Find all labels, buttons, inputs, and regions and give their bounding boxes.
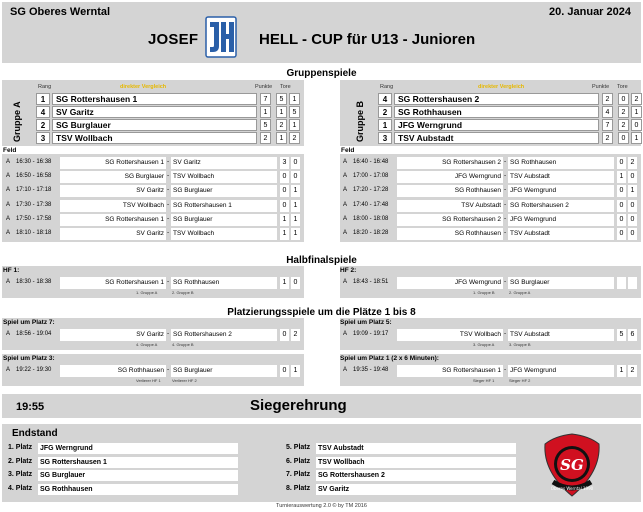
place-label: 4. Platz	[8, 484, 33, 492]
match-row	[4, 157, 304, 169]
time-cell: 16:50 - 16:58	[16, 173, 52, 180]
away-team: SG Rottershausen 1	[171, 200, 277, 212]
home-team: SG Rottershausen 2	[397, 157, 503, 169]
points-cell: 4	[602, 106, 613, 118]
goals-against-cell: 2	[289, 132, 300, 144]
table-row	[378, 93, 643, 105]
rank-cell: 1	[378, 119, 392, 131]
field-cell: A	[343, 215, 348, 222]
dash-separator: -	[167, 186, 170, 194]
away-team: JFG Werngrund	[508, 185, 614, 197]
rank-cell: 4	[378, 93, 392, 105]
home-team: TSV Aubstadt	[397, 200, 503, 212]
dash-separator: -	[167, 200, 170, 208]
match-row	[341, 365, 641, 377]
col-direct-b: direkter Vergleich	[478, 84, 525, 90]
match-row	[4, 329, 304, 341]
col-rank: Rang	[38, 84, 52, 90]
goals-for-cell: 2	[276, 119, 287, 131]
match-row	[4, 277, 304, 289]
home-score: 0	[617, 214, 626, 226]
dash-separator: -	[504, 200, 507, 208]
field-cell: A	[6, 215, 11, 222]
seed-away: 2. Gruppe B	[172, 290, 194, 295]
rank-cell: 3	[378, 132, 392, 144]
table-row	[378, 119, 643, 131]
time-cell: 17:00 - 17:08	[353, 173, 389, 180]
away-team: SG Rothhausen	[508, 157, 614, 169]
home-score: 0	[280, 200, 289, 212]
home-score: 0	[617, 157, 626, 169]
home-team: SG Rottershausen 2	[397, 214, 503, 226]
points-cell: 5	[260, 119, 271, 131]
placements-title: Platzierungsspiele um die Plätze 1 bis 8	[227, 307, 416, 318]
away-team: SG Rothhausen	[171, 277, 277, 289]
points-cell: 7	[602, 119, 613, 131]
standing-row	[8, 484, 248, 495]
home-score: 1	[280, 214, 289, 226]
rank-cell: 4	[36, 106, 50, 118]
field-cell: A	[6, 230, 11, 236]
time-cell: 18:43 - 18:51	[353, 279, 389, 285]
seed-home: 1. Gruppe B	[473, 290, 495, 295]
away-team: SG Rottershausen 2	[508, 200, 614, 212]
away-team: TSV Wollbach	[171, 171, 277, 183]
match-row	[341, 171, 641, 183]
table-row	[378, 132, 643, 144]
home-score: 3	[280, 157, 289, 169]
points-cell: 7	[260, 93, 271, 105]
home-team: SG Rothhausen	[397, 185, 503, 197]
dash-separator: -	[167, 366, 170, 373]
dash-separator: -	[167, 278, 170, 285]
group-b-label: Gruppe B	[355, 100, 365, 142]
match-row	[341, 329, 641, 341]
standings-title: Endstand	[12, 428, 58, 439]
seed-away: 3. Gruppe B	[509, 342, 531, 347]
home-score: 0	[280, 185, 289, 197]
dash-separator: -	[504, 366, 507, 373]
time-cell: 17:50 - 17:58	[16, 215, 52, 222]
rank-cell: 1	[36, 93, 50, 105]
goals-against-cell: 2	[631, 93, 642, 105]
away-score: 0	[628, 200, 637, 212]
match-row	[4, 200, 304, 212]
placement-label: Spiel um Platz 7:	[3, 319, 55, 326]
field-cell: A	[6, 187, 11, 194]
time-cell: 17:30 - 17:38	[16, 201, 52, 208]
match-row	[4, 171, 304, 183]
place-label: 2. Platz	[8, 457, 33, 465]
home-team: TSV Wollbach	[60, 200, 166, 212]
time-cell: 19:35 - 19:48	[353, 367, 389, 373]
place-label: 6. Platz	[286, 457, 311, 465]
home-team: SV Garitz	[60, 329, 166, 341]
team-cell: JFG Werngrund	[394, 119, 599, 131]
home-score: 0	[617, 200, 626, 212]
dash-separator: -	[504, 278, 507, 285]
dash-separator: -	[504, 214, 507, 222]
away-score: 0	[291, 171, 300, 183]
dash-separator: -	[167, 214, 170, 222]
goals-for-cell: 1	[276, 106, 287, 118]
feld-label: Feld	[3, 147, 17, 154]
away-team: SG Burglauer	[508, 277, 614, 289]
seed-home: Verlierer HF 1	[136, 378, 161, 383]
place-label: 3. Platz	[8, 471, 33, 478]
table-row	[378, 106, 643, 118]
seed-away: Sieger HF 2	[509, 378, 531, 383]
time-cell: 18:20 - 18:28	[353, 230, 389, 236]
ceremony-time: 19:55	[16, 401, 45, 413]
semi-label: HF 1:	[3, 267, 20, 274]
away-score: 1	[291, 200, 300, 212]
away-team: TSV Aubstadt	[508, 171, 614, 183]
away-score: 2	[628, 157, 637, 169]
tournament-date: 20. Januar 2024	[549, 6, 631, 18]
home-score: 5	[617, 329, 626, 341]
field-cell: A	[6, 159, 11, 165]
place-team: TSV Aubstadt	[316, 443, 516, 454]
goals-against-cell: 5	[289, 106, 300, 118]
time-cell: 19:09 - 19:17	[353, 331, 389, 337]
field-cell: A	[343, 173, 348, 180]
table-row	[36, 106, 301, 118]
table-row	[36, 93, 301, 105]
home-team: SG Burglauer	[60, 171, 166, 183]
dash-separator: -	[167, 158, 170, 165]
away-score: 0	[628, 214, 637, 226]
dash-separator: -	[167, 229, 170, 236]
field-cell: A	[6, 331, 11, 337]
team-cell: TSV Aubstadt	[394, 132, 599, 144]
field-cell: A	[343, 187, 348, 194]
home-team: JFG Werngrund	[397, 277, 503, 289]
field-cell: A	[6, 173, 11, 180]
match-row	[4, 228, 304, 240]
col-direct: direkter Vergleich	[120, 84, 167, 90]
field-cell: A	[6, 367, 11, 373]
home-score: 0	[280, 329, 289, 341]
home-score: 1	[280, 277, 289, 289]
seed-away: Verlierer HF 2	[172, 378, 197, 383]
field-cell: A	[343, 367, 348, 373]
time-cell: 16:30 - 16:38	[16, 159, 52, 165]
away-team: SG Burglauer	[171, 365, 277, 377]
title-right: HELL - CUP für U13 - Junioren	[259, 31, 476, 48]
match-row	[4, 185, 304, 197]
time-cell: 18:00 - 18:08	[353, 215, 389, 222]
field-cell: A	[6, 279, 11, 285]
place-label: 7. Platz	[286, 471, 311, 478]
goals-for-cell: 2	[618, 119, 629, 131]
match-row	[341, 157, 641, 169]
jh-logo-icon	[204, 16, 238, 58]
team-cell: SG Rottershausen 1	[52, 93, 257, 105]
time-cell: 18:30 - 18:38	[16, 279, 52, 285]
away-score: 2	[628, 365, 637, 377]
placement-label: Spiel um Platz 3:	[3, 355, 55, 362]
time-cell: 17:10 - 17:18	[16, 187, 52, 194]
dash-separator: -	[504, 172, 507, 180]
away-team: TSV Aubstadt	[508, 228, 614, 240]
rank-cell: 2	[36, 119, 50, 131]
away-score: 1	[291, 365, 300, 377]
home-team: SV Garitz	[60, 185, 166, 197]
match-row	[341, 214, 641, 226]
group-stage-title: Gruppenspiele	[286, 68, 357, 79]
dash-separator: -	[504, 330, 507, 337]
rank-cell: 2	[378, 106, 392, 118]
away-score: 1	[291, 185, 300, 197]
place-label: 1. Platz	[8, 444, 33, 451]
home-score: 0	[280, 171, 289, 183]
home-team: SG Rothhausen	[60, 365, 166, 377]
team-cell: SV Garitz	[52, 106, 257, 118]
place-team: TSV Wollbach	[316, 457, 516, 468]
away-score: 1	[628, 185, 637, 197]
seed-home: 4. Gruppe A	[136, 342, 158, 347]
standing-row	[8, 457, 248, 468]
standing-row	[286, 470, 526, 481]
col-points: Punkte	[255, 84, 273, 90]
place-team: SG Burglauer	[38, 470, 238, 481]
time-cell: 17:20 - 17:28	[353, 187, 389, 194]
home-score: 1	[617, 365, 626, 377]
home-score: 0	[617, 185, 626, 197]
place-team: SV Garitz	[316, 484, 516, 495]
away-score: 2	[291, 329, 300, 341]
col-goals: Tore	[280, 84, 291, 90]
time-cell: 17:40 - 17:48	[353, 201, 389, 208]
time-cell: 18:10 - 18:18	[16, 230, 52, 236]
home-score	[617, 277, 626, 289]
dash-separator: -	[504, 229, 507, 236]
place-team: JFG Werngrund	[38, 443, 238, 454]
table-row	[36, 132, 301, 144]
home-score: 1	[280, 228, 289, 240]
away-team: SG Rottershausen 2	[171, 329, 277, 341]
field-cell: A	[343, 279, 348, 285]
away-score	[628, 277, 637, 289]
seed-home: 3. Gruppe A	[473, 342, 495, 347]
field-cell: A	[343, 159, 348, 165]
away-team: JFG Werngrund	[508, 365, 614, 377]
home-team: TSV Wollbach	[397, 329, 503, 341]
field-cell: A	[6, 201, 11, 208]
away-score: 0	[628, 171, 637, 183]
time-cell: 19:22 - 19:30	[16, 367, 52, 373]
home-team: SG Rottershausen 1	[60, 214, 166, 226]
club-name: SG Oberes Werntal	[10, 6, 111, 18]
badge-text: SG	[560, 456, 584, 474]
standing-row	[8, 443, 248, 454]
group-a-label: Gruppe A	[12, 101, 22, 142]
seed-away: 4. Gruppe B	[172, 342, 194, 347]
dash-separator: -	[504, 158, 507, 165]
team-cell: TSV Wollbach	[52, 132, 257, 144]
home-team: SG Rottershausen 1	[60, 277, 166, 289]
goals-for-cell: 0	[618, 132, 629, 144]
goals-against-cell: 1	[289, 119, 300, 131]
standing-row	[286, 484, 526, 495]
team-cell: SG Rottershausen 2	[394, 93, 599, 105]
away-team: SG Burglauer	[171, 214, 277, 226]
dash-separator: -	[167, 172, 170, 180]
seed-away: 2. Gruppe A	[509, 290, 531, 295]
home-team: SV Garitz	[60, 228, 166, 240]
dash-separator: -	[167, 330, 170, 337]
match-row	[341, 185, 641, 197]
points-cell: 2	[260, 132, 271, 144]
goals-against-cell: 1	[289, 93, 300, 105]
away-team: SG Burglauer	[171, 185, 277, 197]
points-cell: 1	[260, 106, 271, 118]
match-row	[341, 200, 641, 212]
goals-for-cell: 5	[276, 93, 287, 105]
away-team: TSV Wollbach	[171, 228, 277, 240]
home-score: 0	[280, 365, 289, 377]
home-score: 0	[617, 228, 626, 240]
field-cell: A	[343, 331, 348, 337]
col-rank-b: Rang	[380, 84, 394, 90]
placement-label: Spiel um Platz 5:	[340, 319, 392, 326]
away-score: 1	[291, 228, 300, 240]
home-team: SG Rottershausen 1	[397, 365, 503, 377]
place-label: 8. Platz	[286, 484, 311, 492]
place-team: SG Rothhausen	[38, 484, 238, 495]
semis-title: Halbfinalspiele	[286, 255, 357, 266]
standing-row	[8, 470, 248, 481]
goals-for-cell: 0	[618, 93, 629, 105]
dash-separator: -	[504, 186, 507, 194]
club-badge-icon	[541, 432, 603, 498]
goals-against-cell: 1	[631, 106, 642, 118]
away-score: 1	[291, 214, 300, 226]
field-cell: A	[343, 230, 348, 236]
rank-cell: 3	[36, 132, 50, 144]
home-team: SG Rottershausen 1	[60, 157, 166, 169]
time-cell: 16:40 - 16:48	[353, 159, 389, 165]
col-points-b: Punkte	[592, 84, 610, 90]
away-team: TSV Aubstadt	[508, 329, 614, 341]
ceremony-title: Siegerehrung	[250, 397, 347, 414]
placement-label: Spiel um Platz 1 (2 x 6 Minuten):	[340, 355, 439, 362]
away-team: JFG Werngrund	[508, 214, 614, 226]
team-cell: SG Burglauer	[52, 119, 257, 131]
time-cell: 18:56 - 19:04	[16, 331, 52, 337]
home-team: SG Rothhausen	[397, 228, 503, 240]
match-row	[341, 277, 641, 289]
seed-home: 1. Gruppe A	[136, 290, 158, 295]
place-team: SG Rottershausen 1	[38, 457, 238, 468]
points-cell: 2	[602, 132, 613, 144]
away-score: 0	[628, 228, 637, 240]
place-label: 5. Platz	[286, 444, 311, 451]
team-cell: SG Rothhausen	[394, 106, 599, 118]
standing-row	[286, 457, 526, 468]
away-score: 0	[291, 277, 300, 289]
feld-label-b: Feld	[341, 147, 355, 154]
table-row	[36, 119, 301, 131]
goals-against-cell: 1	[631, 132, 642, 144]
place-team: SG Rottershausen 2	[316, 470, 516, 481]
col-goals-b: Tore	[617, 84, 628, 90]
away-team: SV Garitz	[171, 157, 277, 169]
match-row	[4, 214, 304, 226]
goals-for-cell: 2	[618, 106, 629, 118]
away-score: 0	[291, 157, 300, 169]
badge-ring-text: Oberes Werntal 1990	[550, 486, 594, 491]
away-score: 6	[628, 329, 637, 341]
goals-against-cell: 0	[631, 119, 642, 131]
home-score: 1	[617, 171, 626, 183]
home-team: JFG Werngrund	[397, 171, 503, 183]
semi-label: HF 2:	[340, 267, 357, 274]
points-cell: 2	[602, 93, 613, 105]
match-row	[341, 228, 641, 240]
goals-for-cell: 1	[276, 132, 287, 144]
field-cell: A	[343, 201, 348, 208]
title-left: JOSEF	[148, 31, 199, 48]
match-row	[4, 365, 304, 377]
seed-home: Sieger HF 1	[473, 378, 495, 383]
standing-row	[286, 443, 526, 454]
footer: Turnierauswertung 2.0 © by TM 2016	[276, 503, 367, 509]
